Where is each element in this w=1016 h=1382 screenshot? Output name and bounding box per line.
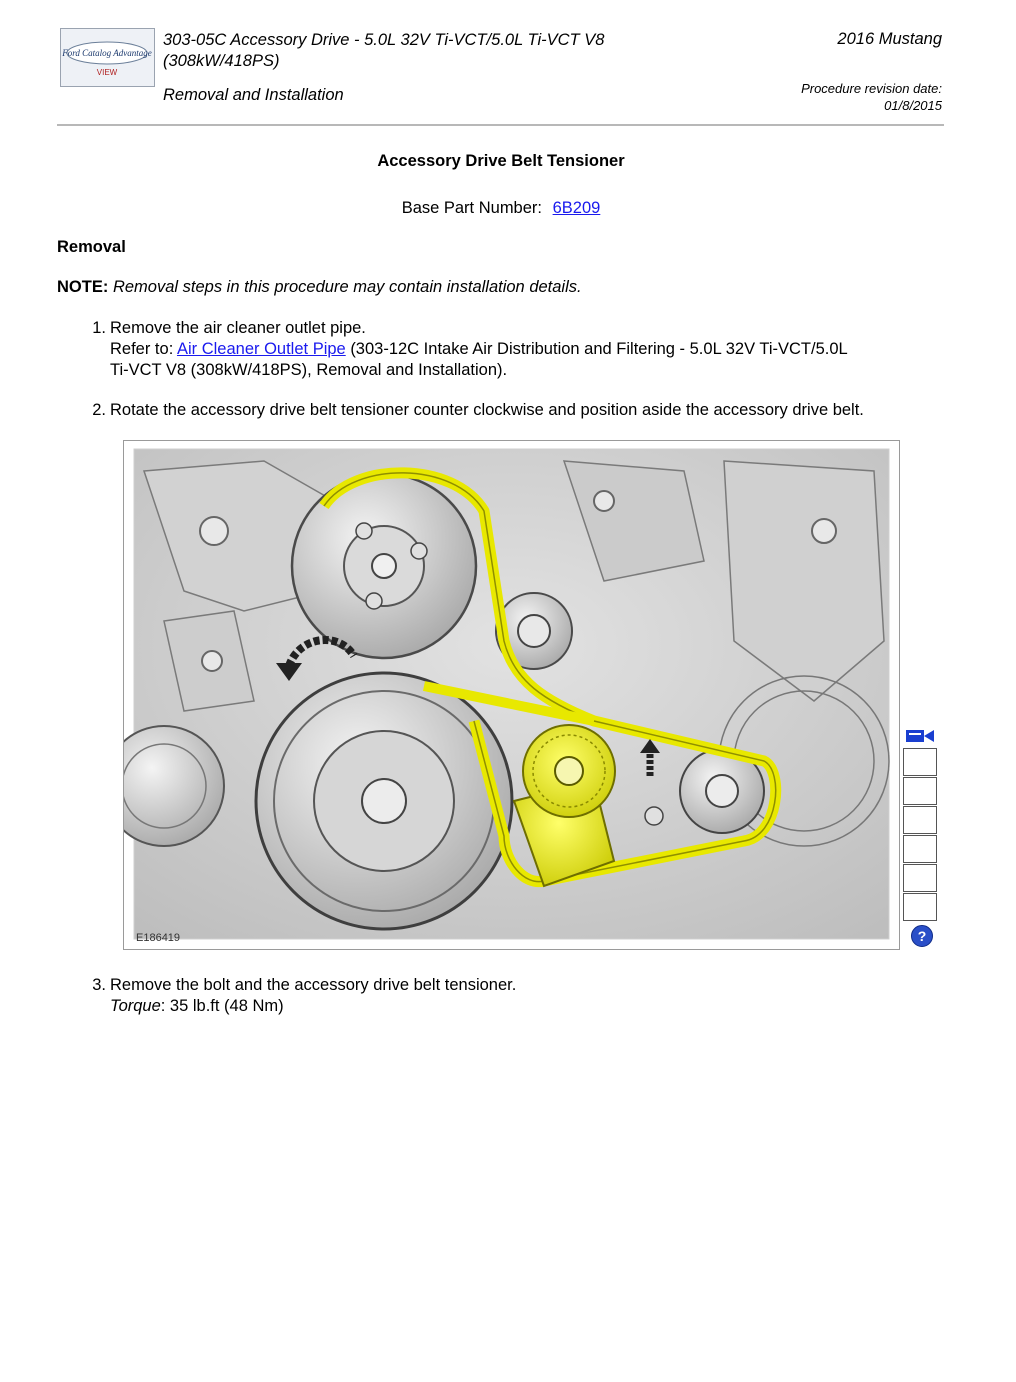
base-part-label: Base Part Number:: [401, 199, 542, 217]
engine-illustration: [124, 441, 899, 949]
torque-value: : 35 lb.ft (48 Nm): [160, 997, 284, 1015]
vehicle-label: 2016 Mustang: [837, 30, 942, 48]
tool-slot-3[interactable]: [903, 806, 937, 834]
revision-label: Procedure revision date:: [801, 81, 942, 96]
procedure-type: Removal and Installation: [163, 86, 344, 104]
removal-heading: Removal: [57, 238, 126, 256]
procedure-title: 303-05C Accessory Drive - 5.0L 32V Ti-VCT/5.0L Ti-VCT V8 (308kW/418PS): [163, 31, 605, 70]
tool-slot-6[interactable]: [903, 893, 937, 921]
tool-slot-2[interactable]: [903, 777, 937, 805]
tool-slot-1[interactable]: [903, 748, 937, 776]
note-text: Removal steps in this procedure may contain installation details.: [112, 278, 582, 296]
help-icon[interactable]: [911, 925, 933, 947]
note-label: NOTE:: [57, 278, 109, 296]
figure-toolbar: [903, 726, 939, 947]
refer-label: Refer to:: [110, 340, 174, 358]
note: [57, 278, 582, 297]
base-part-line: [0, 199, 1002, 218]
refer-text-1: (303-12C Intake Air Distribution and Filtering - 5.0L 32V Ti-VCT/5.0L: [350, 340, 848, 358]
step-text: Rotate the accessory drive belt tensioner counter clockwise and position aside the accessory drive belt.: [110, 401, 864, 419]
logo-view: VIEW: [96, 68, 118, 77]
figure-belt-tensioner: [123, 440, 900, 950]
refer-text-2: Ti-VCT V8 (308kW/418PS), Removal and Installation).: [110, 361, 508, 379]
step-1: [86, 318, 936, 384]
help-symbol: ?: [917, 928, 927, 944]
base-part-link[interactable]: 6B209: [552, 199, 601, 217]
torque-label: Torque: [110, 997, 161, 1015]
step-number: 1.: [92, 319, 106, 337]
header-divider: [57, 124, 944, 126]
tool-slot-5[interactable]: [903, 864, 937, 892]
tool-slot-4[interactable]: [903, 835, 937, 863]
step-number: 2.: [92, 401, 106, 419]
section-title: Accessory Drive Belt Tensioner: [377, 152, 625, 170]
logo-text: Ford Catalog Advantage: [62, 48, 152, 58]
step-text: Remove the air cleaner outlet pipe.: [110, 319, 366, 337]
step-2: [86, 400, 936, 422]
air-cleaner-outlet-pipe-link[interactable]: Air Cleaner Outlet Pipe: [176, 340, 346, 358]
revision-block: [801, 80, 942, 114]
step-text: Remove the bolt and the accessory drive belt tensioner.: [110, 976, 517, 994]
video-camera-icon[interactable]: [903, 726, 937, 746]
step-3: [86, 975, 936, 1019]
figure-id: E186419: [136, 932, 181, 944]
ford-catalog-logo: [60, 28, 155, 87]
revision-date: 01/8/2015: [884, 98, 942, 113]
step-number: 3.: [92, 976, 106, 994]
